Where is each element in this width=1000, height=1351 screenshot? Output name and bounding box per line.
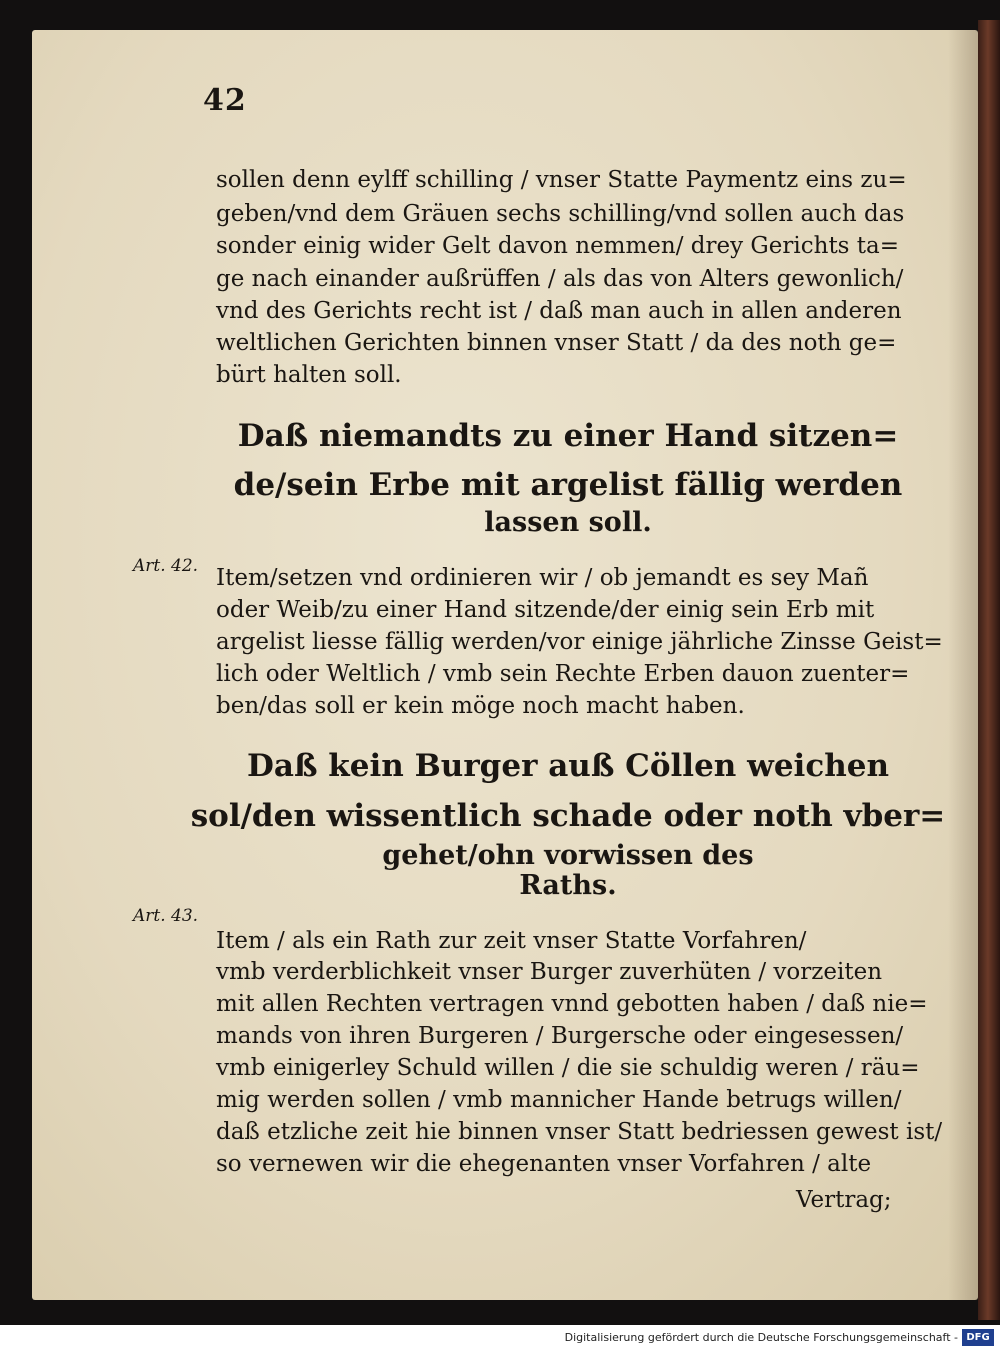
- catchword: Vertrag;: [796, 1187, 892, 1213]
- passage-1-line: sonder einig wider Gelt davon nemmen/ drey Gerichts ta=: [216, 233, 900, 259]
- passage-2-line: oder Weib/zu einer Hand sitzende/der einig sein Erb mit: [216, 597, 875, 623]
- passage-2-line: Item/setzen vnd ordinieren wir / ob jemandt es sey Mañ: [216, 565, 869, 591]
- article-number-label: Art. 43.: [133, 906, 199, 926]
- article-heading: Daß niemandts zu einer Hand sitzen=: [237, 418, 899, 454]
- passage-1-line: sollen denn eylff schilling / vnser Statte Paymentz eins zu=: [216, 167, 907, 193]
- article-heading: sol/den wissentlich schade oder noth vber=: [190, 798, 946, 834]
- passage-3-line: vmb verderblichkeit vnser Burger zuverhüten / vorzeiten: [216, 959, 883, 985]
- passage-3-line: daß etzliche zeit hie binnen vnser Statt bedriessen gewest ist/: [216, 1119, 943, 1145]
- passage-3-line: Item / als ein Rath zur zeit vnser Statte Vorfahren/: [216, 928, 807, 954]
- article-heading: gehet/ohn vorwissen des: [382, 840, 754, 871]
- passage-2-line: lich oder Weltlich / vmb sein Rechte Erben dauon zuenter=: [216, 661, 910, 687]
- article-heading: de/sein Erbe mit argelist fällig werden: [233, 467, 903, 503]
- article-heading: Daß kein Burger auß Cöllen weichen: [246, 748, 889, 784]
- article-heading: lassen soll.: [484, 507, 652, 538]
- passage-1-line: bürt halten soll.: [216, 362, 402, 388]
- passage-1-line: vnd des Gerichts recht ist / daß man auch in allen anderen: [216, 298, 902, 324]
- dfg-logo-icon: DFG: [962, 1329, 994, 1346]
- passage-3-line: mands von ihren Burgeren / Burgersche oder eingesessen/: [216, 1023, 904, 1049]
- passage-1-line: weltlichen Gerichten binnen vnser Statt / da des noth ge=: [216, 330, 897, 356]
- passage-1-line: geben/vnd dem Gräuen sechs schilling/vnd sollen auch das: [216, 201, 905, 227]
- digitization-footer: [0, 1325, 1000, 1351]
- passage-3-line: so vernewen wir die ehegenanten vnser Vorfahren / alte: [216, 1151, 872, 1177]
- passage-3-line: mig werden sollen / vmb mannicher Hande betrugs willen/: [216, 1087, 902, 1113]
- passage-3-line: mit allen Rechten vertragen vnnd gebotten haben / daß nie=: [216, 991, 928, 1017]
- funding-credit: Digitalisierung gefördert durch die Deutsche Forschungsgemeinschaft -: [564, 1331, 958, 1344]
- passage-3-line: vmb einigerley Schuld willen / die sie schuldig weren / räu=: [216, 1055, 920, 1081]
- book-cover-edge: [978, 20, 1000, 1320]
- article-heading: Raths.: [519, 870, 617, 901]
- article-number-label: Art. 42.: [133, 556, 199, 576]
- passage-2-line: argelist liesse fällig werden/vor einige jährliche Zinsse Geist=: [216, 629, 943, 655]
- passage-2-line: ben/das soll er kein möge noch macht haben.: [216, 693, 745, 719]
- passage-1-line: ge nach einander außrüffen / als das von Alters gewonlich/: [216, 266, 904, 292]
- page-number: 42: [203, 83, 247, 118]
